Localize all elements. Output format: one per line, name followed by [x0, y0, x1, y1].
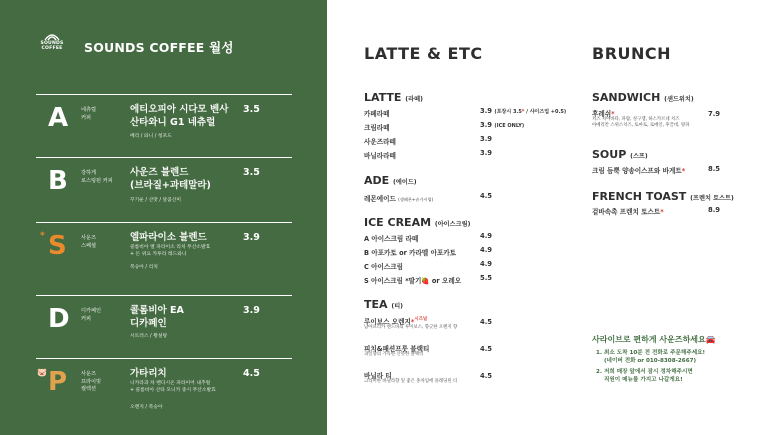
coffee-category: 사운즈 스페셜: [81, 235, 97, 249]
icecream-title: ICE CREAM (아이스크림): [364, 216, 471, 229]
menu-item-price: 4.5: [480, 318, 493, 326]
coffee-origin: 콜롬비아 엘 파라이소 리치 무산소발효 + 돈 위요 카투라 레드와니: [130, 245, 211, 257]
menu-item-name: 바닐라라떼: [364, 152, 396, 160]
coffee-category: 사운즈 프라이빗 컬렉션: [81, 371, 102, 392]
coffee-category: 디카페인 커피: [81, 308, 102, 322]
drive-thru-title: 사라이브로 편하게 사운즈하세요🚘: [592, 335, 716, 344]
menu-item-name: 피치&패션프룻 블랙티: [364, 345, 430, 353]
latte-section-title: LATTE & ETC: [364, 44, 483, 63]
coffee-category: 강하게 로스팅된 커피: [81, 170, 113, 184]
menu-item-name: B 아포카토 or 카라멜 아포카토: [364, 249, 457, 257]
drive-thru-step-2: 2. 저희 매장 앞에서 잠시 정차해주시면: [596, 369, 693, 375]
coffee-notes: 꾸기운 / 산맛 / 달콤산미: [130, 198, 182, 203]
menu-item-name: 겉바속촉 프렌치 토스트*: [592, 208, 664, 216]
coffee-origin: 니카라과 차 벤디시온 파라이어 내추럴 + 콜롬비아 산타 모니카 중시 무산소발효: [130, 381, 216, 393]
drive-thru-step-2-cont: 직원이 메뉴를 가지고 나갈게요!: [604, 377, 683, 383]
menu-item-name: 카페라떼: [364, 110, 390, 118]
menu-item-price: 3.9 (포장시 3.5* / 샤이즈업 +0.5): [480, 107, 567, 115]
menu-item-price: 3.9: [480, 135, 493, 143]
menu-item-desc: 남아프리카 멘드바의 루이보스, 향긋한 오렌지 향: [364, 325, 458, 330]
coffee-item-d: [36, 295, 292, 358]
coffee-price: 3.5: [243, 104, 260, 115]
coffee-name: 가타리치: [130, 368, 167, 379]
drive-thru-step-1: 1. 최소 도착 10분 전 전화로 주문해주세요!: [596, 350, 706, 356]
coffee-panel: [0, 0, 327, 435]
coffee-notes: 복숭아 / 리치: [130, 265, 158, 270]
menu-item-price: 4.9: [480, 232, 493, 240]
menu-item-price: 4.9: [480, 260, 493, 268]
coffee-item-a: [36, 94, 292, 157]
sound-waves-icon: [43, 32, 61, 41]
coffee-notes: 베리 / 와니 / 청포도: [130, 134, 172, 139]
brunch-section-title: BRUNCH: [592, 44, 672, 63]
menu-item-price: 3.9 (ICE ONLY): [480, 121, 525, 129]
coffee-price: 3.5: [243, 167, 260, 178]
brand-title: SOUNDS COFFEE 월성: [84, 40, 234, 55]
coffee-price: 4.5: [243, 368, 260, 379]
menu-item-name: 사운즈라떼: [364, 138, 396, 146]
menu-item-name: 루이보스 오렌지*$^{시즈널}$: [364, 317, 428, 326]
menu-item-name: 레몬에이드 (생레몬+슈가시럽): [364, 195, 434, 203]
coffee-item-p: [36, 358, 292, 428]
coffee-name: 엘파라이소 블렌드: [130, 232, 207, 243]
logo-line-1: SOUNDS: [40, 41, 64, 46]
tea-title: TEA (티): [364, 298, 404, 311]
coffee-notes: 오렌지 / 복숭아: [130, 405, 163, 410]
coffee-price: 3.9: [243, 305, 260, 316]
menu-item-desc: 과일향의 가득한 산뜻한 블랙티: [364, 352, 424, 357]
menu-item-name: 크림 듬뿍 양송이스프와 바게트*: [592, 167, 686, 175]
coffee-name: 콜롬비아 EA 디카페인: [130, 305, 184, 329]
coffee-price: 3.9: [243, 232, 260, 243]
menu-item-price: 8.5: [708, 165, 721, 173]
coffee-category: 네츄럴 커피: [81, 107, 97, 121]
coffee-letter: D: [48, 304, 70, 334]
menu-item-name: A 아이스크림 라떼: [364, 235, 419, 243]
coffee-letter: B: [48, 166, 68, 196]
menu-item-name: 바닐라 티: [364, 372, 392, 380]
coffee-name: 사운즈 블렌드 (브라질+과테말라): [130, 167, 211, 191]
coffee-notes: 시트러스 / 황설탕: [130, 334, 168, 339]
pig-icon: 🐷: [37, 368, 47, 377]
menu-item-price: 8.9: [708, 206, 721, 214]
coffee-item-s: [36, 222, 292, 295]
brand-logo: [37, 32, 67, 51]
menu-item-price: 4.5: [480, 372, 493, 380]
menu-item-name: 후레쉬*: [592, 110, 615, 118]
menu-item-name: S 아이스크림 *딸기🍓 or 오레오: [364, 277, 462, 285]
menu-item-name: 크림라떼: [364, 124, 390, 132]
menu-item-price: 7.9: [708, 110, 721, 118]
ade-title: ADE (에이드): [364, 174, 417, 187]
drive-thru-phone: (네이버 전화 or 010-8308-2667): [604, 358, 697, 364]
menu-item-price: 4.5: [480, 192, 493, 200]
soup-title: SOUP (스프): [592, 148, 648, 161]
french-toast-title: FRENCH TOAST (프렌치 토스트): [592, 190, 734, 203]
coffee-letter: P: [48, 367, 68, 397]
coffee-name: 에티오피아 시다모 벤사 산타와니 G1 네츄럴: [130, 104, 229, 128]
coffee-item-b: [36, 157, 292, 222]
menu-item-price: 4.9: [480, 246, 493, 254]
menu-item-desc: 치즈 치아바타, 파람, 살구잼, 하스카르네 치즈 아메리칸 스위스치즈, 토마토, 로메인, 후끌데, 양파: [592, 117, 690, 128]
coffee-letter: A: [48, 103, 69, 133]
logo-line-2: COFFEE: [41, 46, 63, 51]
coffee-letter: S: [48, 231, 67, 261]
menu-item-name: C 아이스크림: [364, 263, 403, 271]
menu-item-price: 4.5: [480, 345, 493, 353]
menu-item-desc: 크리미한 바닐라향 잎 좋은 홍차입에 플레딩된 티: [364, 379, 458, 384]
latte-title: LATTE (라떼): [364, 91, 423, 104]
special-star-icon: *: [40, 231, 45, 241]
menu-item-price: 3.9: [480, 149, 493, 157]
sandwich-title: SANDWICH (샌드위치): [592, 91, 694, 104]
menu-item-price: 5.5: [480, 274, 493, 282]
